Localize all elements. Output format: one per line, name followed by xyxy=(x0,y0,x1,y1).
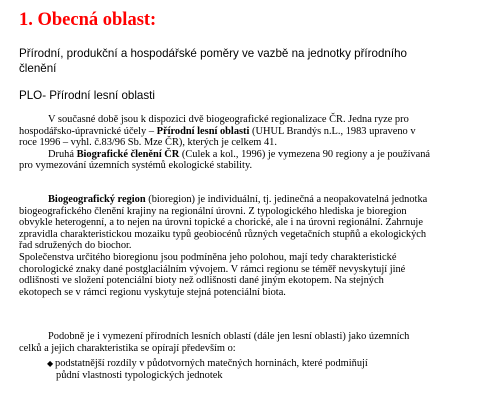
paragraph2-line-2: biogeografického členění krajiny na regionální úrovni. Z typologického hlediska je bioregion xyxy=(19,205,407,217)
paragraph4-line-1: Podobně je i vymezení přírodních lesních oblastí (dále jen lesní oblasti) jako územních xyxy=(48,331,410,342)
plo-label: PLO- Přírodní lesní oblasti xyxy=(19,89,155,102)
paragraph4-line-2: celků a jejich charakteristika se opírají především o: xyxy=(19,342,236,354)
paragraph1-line-3: roce 1996 – vyhl. č.83/96 Sb. Mze ČR), kterých je celkem 41. xyxy=(19,137,277,149)
paragraph-regionalizations xyxy=(19,114,430,172)
paragraph1-line-4: Druhá Biografické členění ČR (Culek a kol., 1996) je vymezena 90 regiony a je používaná xyxy=(48,148,431,160)
term-biogeograficky-region: Biogeografický region xyxy=(48,194,146,205)
term-prirodni-lesni-oblasti: Přírodní lesní oblasti xyxy=(156,125,250,137)
paragraph-forest-areas xyxy=(19,331,409,354)
section-subtitle xyxy=(19,46,407,76)
paragraph3-line-2: chorologické znaky dané postglaciálním vývojem. V rámci regionu se téměř nevyskytují jiné xyxy=(19,263,406,275)
paragraph1-line-1: V současné době jsou k dispozici dvě biogeografické regionalizace ČR. Jedna ryze pro xyxy=(48,114,409,125)
bullet-item-1: ◆ podstatnější rozdíly v půdotvorných matečných horninách, které podmiňují xyxy=(47,358,368,369)
bullet-item-1-continuation: půdní vlastnosti typologických jednotek xyxy=(56,369,223,381)
paragraph3-line-3: odlišnosti ve složení potenciální bioty než odlišnosti dané jiným ekotopem. Na stejných xyxy=(19,275,384,287)
paragraph2-line-5: řad sdružených do biochor. xyxy=(19,240,132,252)
paragraph2-line-3: obvykle heterogenní, a to nejen na úrovni topické a chorické, ale i na úrovni regionální. Zahrnuje xyxy=(19,217,423,229)
paragraph-bioregion-definition xyxy=(19,194,427,252)
paragraph-communities xyxy=(19,252,405,298)
section-heading: 1. Obecná oblast: xyxy=(19,10,157,30)
term-biograficke-cleneni: Biografické členění ČR xyxy=(76,148,180,160)
bullet-list xyxy=(47,358,368,381)
paragraph2-line-1: Biogeografický region (bioregion) je individuální, tj. jedinečná a neopakovatelná jednotka xyxy=(48,194,428,205)
diamond-bullet-icon: ◆ xyxy=(47,359,54,368)
paragraph2-line-4: zpravidla charakteristickou mozaiku typů geobiocénů různých vegetačních stupňů a ekologických xyxy=(19,228,427,240)
paragraph3-line-1: Společenstva určitého bioregionu jsou podmíněna jeho polohou, mají tedy charakteristické xyxy=(19,252,397,263)
paragraph1-line-2: hospodářsko-úpravnické účely – Přírodní lesní oblasti (UHUL Brandýs n.L., 1983 upraveno v xyxy=(19,125,416,137)
subtitle-line-2: členění xyxy=(19,62,57,75)
paragraph1-line-5: pro vymezování územních systémů ekologické stability. xyxy=(19,160,253,172)
subtitle-line-1: Přírodní, produkční a hospodářské poměry ve vazbě na jednotky přírodního xyxy=(19,47,407,60)
paragraph3-line-4: ekotopech se v rámci regionu vyskytuje stejná potenciální biota. xyxy=(19,286,286,298)
